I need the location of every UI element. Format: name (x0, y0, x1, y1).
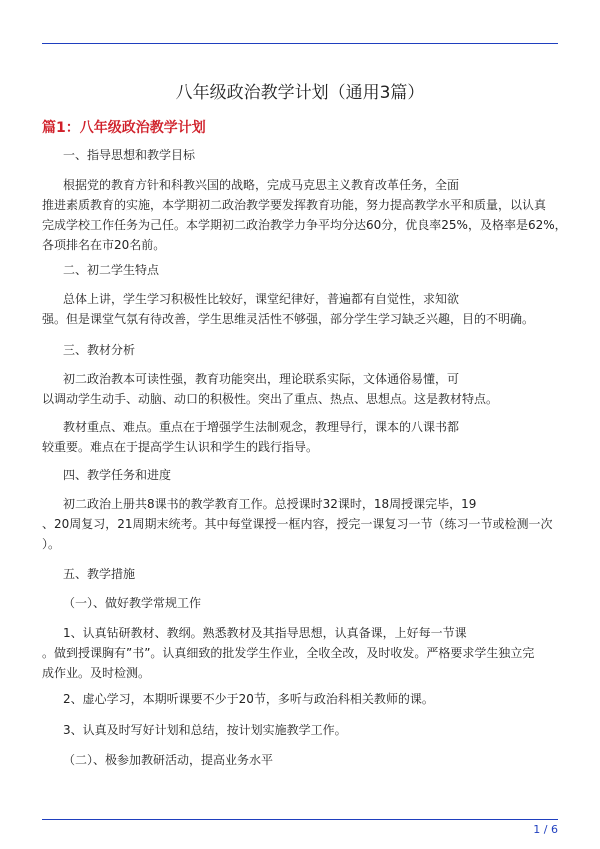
paragraph-textbook-analysis (42, 369, 560, 409)
bottom-rule (42, 819, 558, 820)
page-title: 八年级政治教学计划（通用3篇） (175, 83, 425, 103)
paragraph-key-points (42, 417, 560, 457)
top-rule (42, 43, 558, 44)
text-line: 完成学校工作任务为己任。本学期初二政治教学力争平均分达60分，优良率25%，及格率是62%， (42, 218, 567, 232)
text-line: 强。但是课堂气氛有待改善，学生思维灵活性不够强，部分学生学习缺乏兴趣，目的不明确。 (42, 312, 535, 326)
text-line: 以调动学生动手、动脑、动口的积极性。突出了重点、热点、思想点。这是教材特点。 (42, 392, 499, 406)
text-line: 教材重点、难点。重点在于增强学生法制观念，教理导行，课本的八课书都 (63, 420, 460, 434)
text-line: 各项排名在市20名前。 (42, 238, 166, 252)
heading-textbook-analysis: 三、教材分析 (63, 343, 136, 357)
text-line: 2、虚心学习，本期听课要不少于20节，多听与政治科相关教师的课。 (63, 692, 434, 706)
text-line: ）。 (42, 537, 61, 551)
paragraph-lesson-observation (42, 689, 560, 709)
text-line: 初二政治教本可读性强，教育功能突出，理论联系实际，文体通俗易懂，可 (63, 372, 460, 386)
heading-routine-work: （一）、做好教学常规工作 (63, 596, 202, 610)
text-line: 根据党的教育方针和科教兴国的战略，完成马克思主义教育改革任务，全面 (63, 178, 460, 192)
text-line: 成作业。及时检测。 (42, 666, 151, 680)
section-heading: 篇1：八年级政治教学计划 (42, 120, 206, 136)
heading-teaching-measures: 五、教学措施 (63, 567, 136, 581)
heading-tasks-progress: 四、教学任务和进度 (63, 468, 172, 482)
paragraph-student-traits (42, 289, 560, 329)
heading-research-activities: （二）、极参加教研活动，提高业务水平 (63, 753, 274, 767)
text-line: 推进素质教育的实施，本学期初二政治教学要发挥教育功能，努力提高教学水平和质量，以认真 (42, 198, 547, 212)
text-line: 1、认真钻研教材、教纲。熟悉教材及其指导思想，认真备课，上好每一节课 (63, 626, 467, 640)
paragraph-routine-work (42, 623, 560, 683)
heading-guiding-ideology: 一、指导思想和教学目标 (63, 148, 196, 162)
text-line: 3、认真及时写好计划和总结，按计划实施教学工作。 (63, 723, 347, 737)
paragraph-guiding-ideology (42, 175, 567, 255)
text-line: 较重要。难点在于提高学生认识和学生的践行指导。 (42, 440, 319, 454)
text-line: 初二政治上册共8课书的教学教育工作。总授课时32课时，18周授课完毕，19 (63, 497, 477, 511)
text-line: 、20周复习，21周期末统考。其中每堂课授一框内容，授完一课复习一节（练习一节或检测一次 (42, 517, 553, 531)
text-line: 总体上讲，学生学习积极性比较好，课堂纪律好，普遍都有自觉性，求知欲 (63, 292, 460, 306)
heading-student-traits: 二、初二学生特点 (63, 263, 160, 277)
paragraph-plans-summary (42, 720, 560, 740)
paragraph-tasks-progress (42, 494, 560, 554)
page-indicator: 1 / 6 (533, 823, 558, 836)
text-line: 。做到授课胸有”书”。认真细致的批发学生作业，全收全改，及时收发。严格要求学生独立完 (42, 646, 535, 660)
